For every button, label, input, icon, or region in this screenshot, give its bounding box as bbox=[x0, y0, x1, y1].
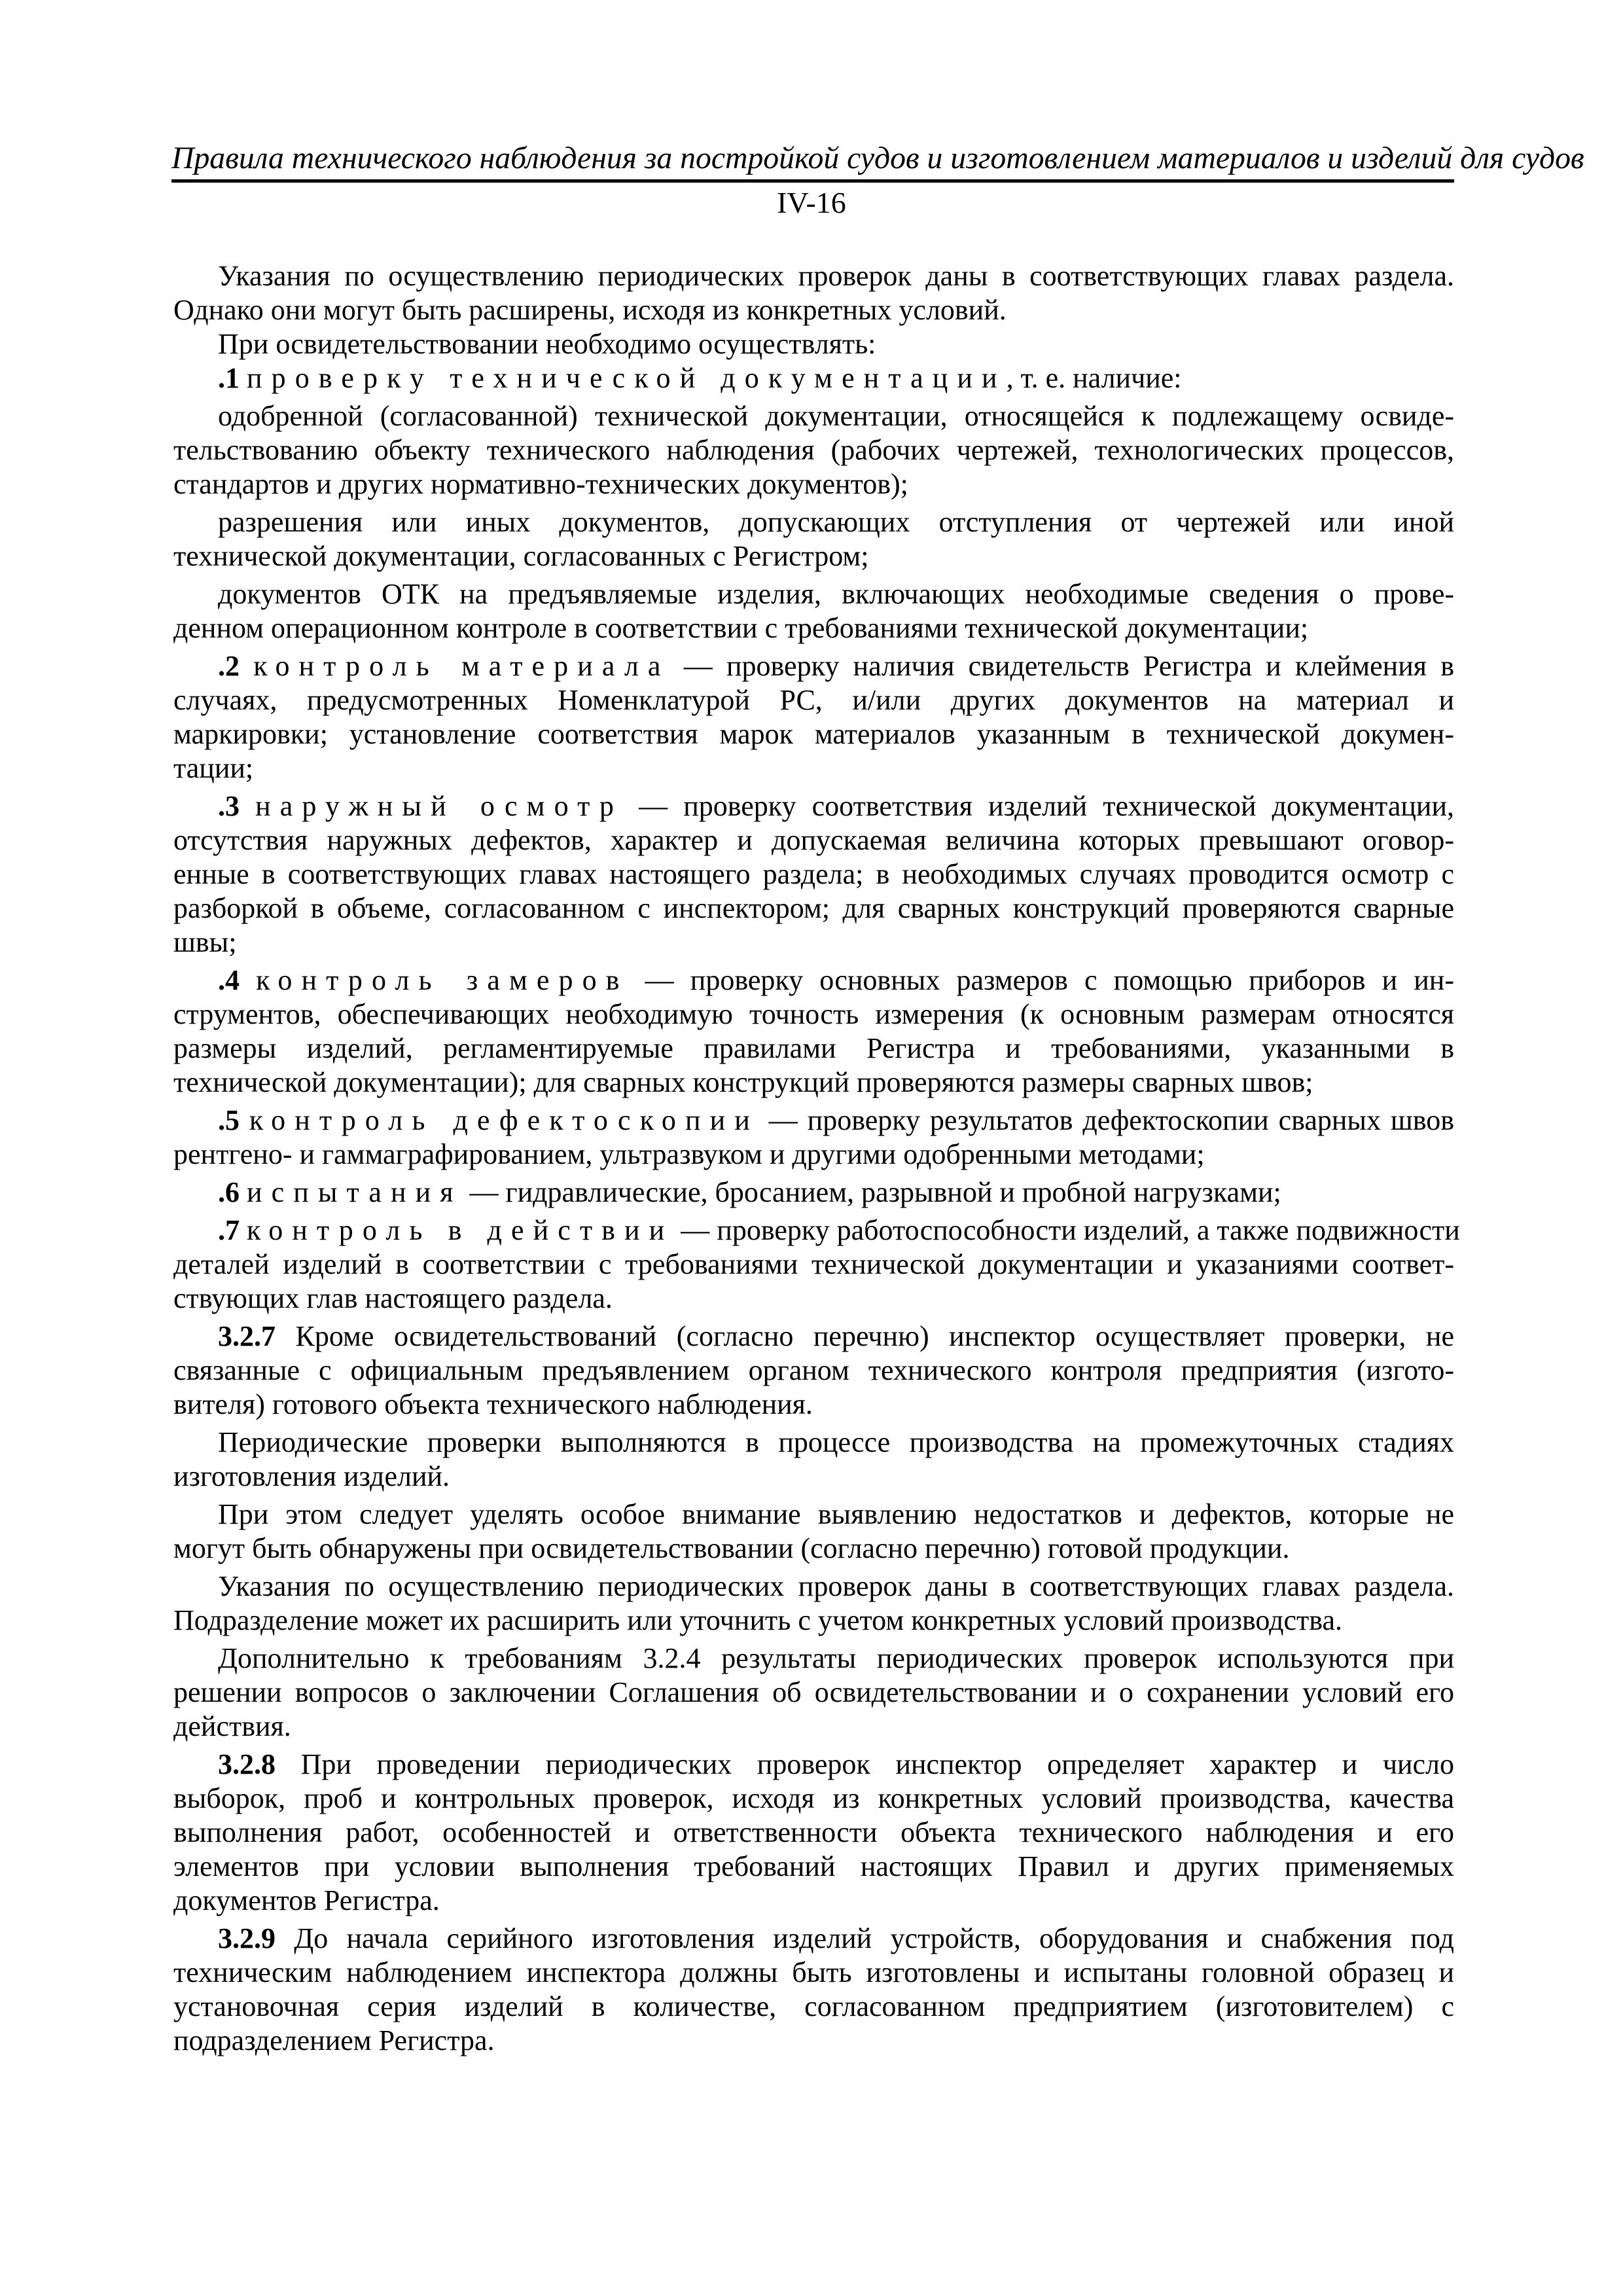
paragraph-line: техническим наблюдением инспектора должны быть изготовлены и испытаны головной образец и bbox=[173, 1956, 1454, 1988]
item-text: — проверку основных размеров с помощью приборов и ин- bbox=[628, 964, 1454, 996]
paragraph-line: связанные с официальным предъявлением органом технического контроля предприятия (изгото- bbox=[173, 1354, 1454, 1386]
paragraph-line: тельствованию объекту технического наблюдения (рабочих чертежей, технологических процессов, bbox=[173, 434, 1454, 466]
paragraph-line: разборкой в объеме, согласованном с инспектором; для сварных конструкций проверяются сварные bbox=[173, 892, 1454, 924]
paragraph-line: енные в соответствующих главах настоящего раздела; в необходимых случаях проводится осмотр с bbox=[173, 858, 1454, 890]
paragraph-line: Периодические проверки выполняются в процессе производства на промежуточных стадиях bbox=[218, 1426, 1454, 1458]
paragraph-line: выполнения работ, особенностей и ответственности объекта технического наблюдения и его bbox=[173, 1816, 1454, 1848]
paragraph-line: могут быть обнаружены при освидетельствовании (согласно перечню) готовой продукции. bbox=[173, 1532, 1290, 1564]
list-item-5 bbox=[218, 1103, 1454, 1138]
paragraph-line: документов Регистра. bbox=[173, 1884, 440, 1916]
item-term: наружный осмотр bbox=[255, 790, 624, 822]
paragraph-line: документов ОТК на предъявляемые изделия, включающих необходимые сведения о прове- bbox=[218, 578, 1454, 610]
paragraph-line: решении вопросов о заключении Соглашения об освидетельствовании и о сохранении условий его bbox=[173, 1676, 1454, 1708]
header-title: Правила технического наблюдения за постройкой судов и изготовлением материалов и изделий для судов bbox=[171, 141, 1584, 175]
item-text: — гидравлические, бросанием, разрывной и пробной нагрузками; bbox=[462, 1176, 1281, 1208]
paragraph-line: тации; bbox=[173, 752, 254, 784]
item-text: , т. е. наличие: bbox=[1006, 362, 1182, 394]
section-text: Кроме освидетельствований (согласно перечню) инспектор осуществляет проверки, не bbox=[276, 1320, 1454, 1352]
paragraph-line: вителя) готового объекта технического наблюдения. bbox=[173, 1388, 813, 1420]
paragraph-line: изготовления изделий. bbox=[173, 1460, 450, 1492]
paragraph-line: размеры изделий, регламентируемые правилами Регистра и требованиями, указанными в bbox=[173, 1032, 1454, 1064]
paragraph-line: случаях, предусмотренных Номенклатурой РС, и/или других документов на материал и bbox=[173, 684, 1454, 716]
paragraph-line: При этом следует уделять особое внимание выявлению недостатков и дефектов, которые не bbox=[218, 1498, 1454, 1530]
paragraph-line: ствующих глав настоящего раздела. bbox=[173, 1282, 613, 1314]
paragraph-line: отсутствия наружных дефектов, характер и допускаемая величина которых превышают оговор- bbox=[173, 824, 1454, 856]
section-number: 3.2.8 bbox=[218, 1748, 276, 1780]
item-number: .2 bbox=[218, 650, 240, 682]
paragraph-line: действия. bbox=[173, 1710, 291, 1742]
item-text: — проверку наличия свидетельств Регистра и клеймения в bbox=[669, 650, 1455, 682]
paragraph-line: технической документации, согласованных с Регистром; bbox=[173, 540, 869, 572]
section-text: До начала серийного изготовления изделий устройств, оборудования и снабжения под bbox=[276, 1922, 1454, 1954]
section-3-2-9 bbox=[218, 1922, 1454, 1956]
item-number: .3 bbox=[218, 790, 240, 822]
paragraph-line: рентгено- и гаммаграфированием, ультразвуком и другими одобренными методами; bbox=[173, 1138, 1205, 1170]
paragraph-line: подразделением Регистра. bbox=[173, 2024, 495, 2056]
section-text: При проведении периодических проверок инспектор определяет характер и число bbox=[276, 1748, 1454, 1780]
list-item-2 bbox=[218, 649, 1454, 683]
paragraph-line: маркировки; установление соответствия марок материалов указанным в технической докумен- bbox=[173, 718, 1454, 750]
item-term: контроль в действии bbox=[247, 1214, 674, 1246]
page-number: IV-16 bbox=[777, 186, 846, 219]
paragraph-line: Дополнительно к требованиям 3.2.4 результаты периодических проверок используются при bbox=[218, 1642, 1454, 1674]
paragraph-line: швы; bbox=[173, 926, 237, 958]
item-term: испытания bbox=[247, 1176, 463, 1208]
paragraph-line: Подразделение может их расширить или уточнить с учетом конкретных условий производства. bbox=[173, 1604, 1342, 1636]
paragraph-line: струментов, обеспечивающих необходимую точность измерения (к основным размерам относятся bbox=[173, 998, 1454, 1030]
paragraph-line: одобренной (согласованной) технической документации, относящейся к подлежащему освиде- bbox=[218, 400, 1454, 432]
list-item-3 bbox=[218, 789, 1454, 823]
item-number: .7 bbox=[218, 1214, 240, 1246]
item-term: контроль замеров bbox=[256, 964, 629, 996]
list-item-1 bbox=[218, 361, 1182, 395]
item-number: .4 bbox=[218, 964, 240, 996]
paragraph-line: выборок, проб и контрольных проверок, исходя из конкретных условий производства, качества bbox=[173, 1782, 1454, 1814]
item-text: — проверку работоспособности изделий, а также подвижности bbox=[673, 1214, 1460, 1246]
section-3-2-8 bbox=[218, 1748, 1454, 1782]
paragraph-line: Указания по осуществлению периодических проверок даны в соответствующих главах раздела. bbox=[218, 1570, 1454, 1602]
item-text: — проверку результатов дефектоскопии сварных швов bbox=[758, 1104, 1454, 1136]
paragraph-line: При освидетельствовании необходимо осуществлять: bbox=[218, 328, 876, 360]
section-number: 3.2.9 bbox=[218, 1922, 276, 1954]
item-term: контроль дефектоскопии bbox=[249, 1104, 759, 1136]
list-item-4 bbox=[218, 963, 1454, 997]
paragraph-line: стандартов и других нормативно-технических документов); bbox=[173, 468, 908, 500]
section-number: 3.2.7 bbox=[218, 1320, 276, 1352]
section-3-2-7 bbox=[218, 1319, 1454, 1354]
paragraph-line: технической документации); для сварных конструкций проверяются размеры сварных швов; bbox=[173, 1066, 1313, 1098]
paragraph-line: элементов при условии выполнения требований настоящих Правил и других применяемых bbox=[173, 1850, 1454, 1882]
item-term: проверку технической документации bbox=[247, 362, 1007, 394]
item-term: контроль материала bbox=[253, 650, 670, 682]
item-number: .1 bbox=[218, 362, 240, 394]
item-number: .5 bbox=[218, 1104, 240, 1136]
paragraph-line: денном операционном контроле в соответствии с требованиями технической документации; bbox=[173, 612, 1309, 644]
list-item-7 bbox=[218, 1213, 1460, 1247]
paragraph-line: Указания по осуществлению периодических проверок даны в соответствующих главах раздела. bbox=[218, 260, 1454, 292]
paragraph-line: разрешения или иных документов, допускающих отступления от чертежей или иной bbox=[218, 506, 1454, 538]
item-text: — проверку соответствия изделий технической документации, bbox=[623, 790, 1454, 822]
list-item-6 bbox=[218, 1175, 1281, 1210]
paragraph-line: Однако они могут быть расширены, исходя из конкретных условий. bbox=[173, 294, 1007, 326]
item-number: .6 bbox=[218, 1176, 240, 1208]
paragraph-line: установочная серия изделий в количестве, согласованном предприятием (изготовителем) с bbox=[173, 1990, 1454, 2022]
paragraph-line: деталей изделий в соответствии с требованиями технической документации и указаниями соответ- bbox=[173, 1248, 1454, 1280]
